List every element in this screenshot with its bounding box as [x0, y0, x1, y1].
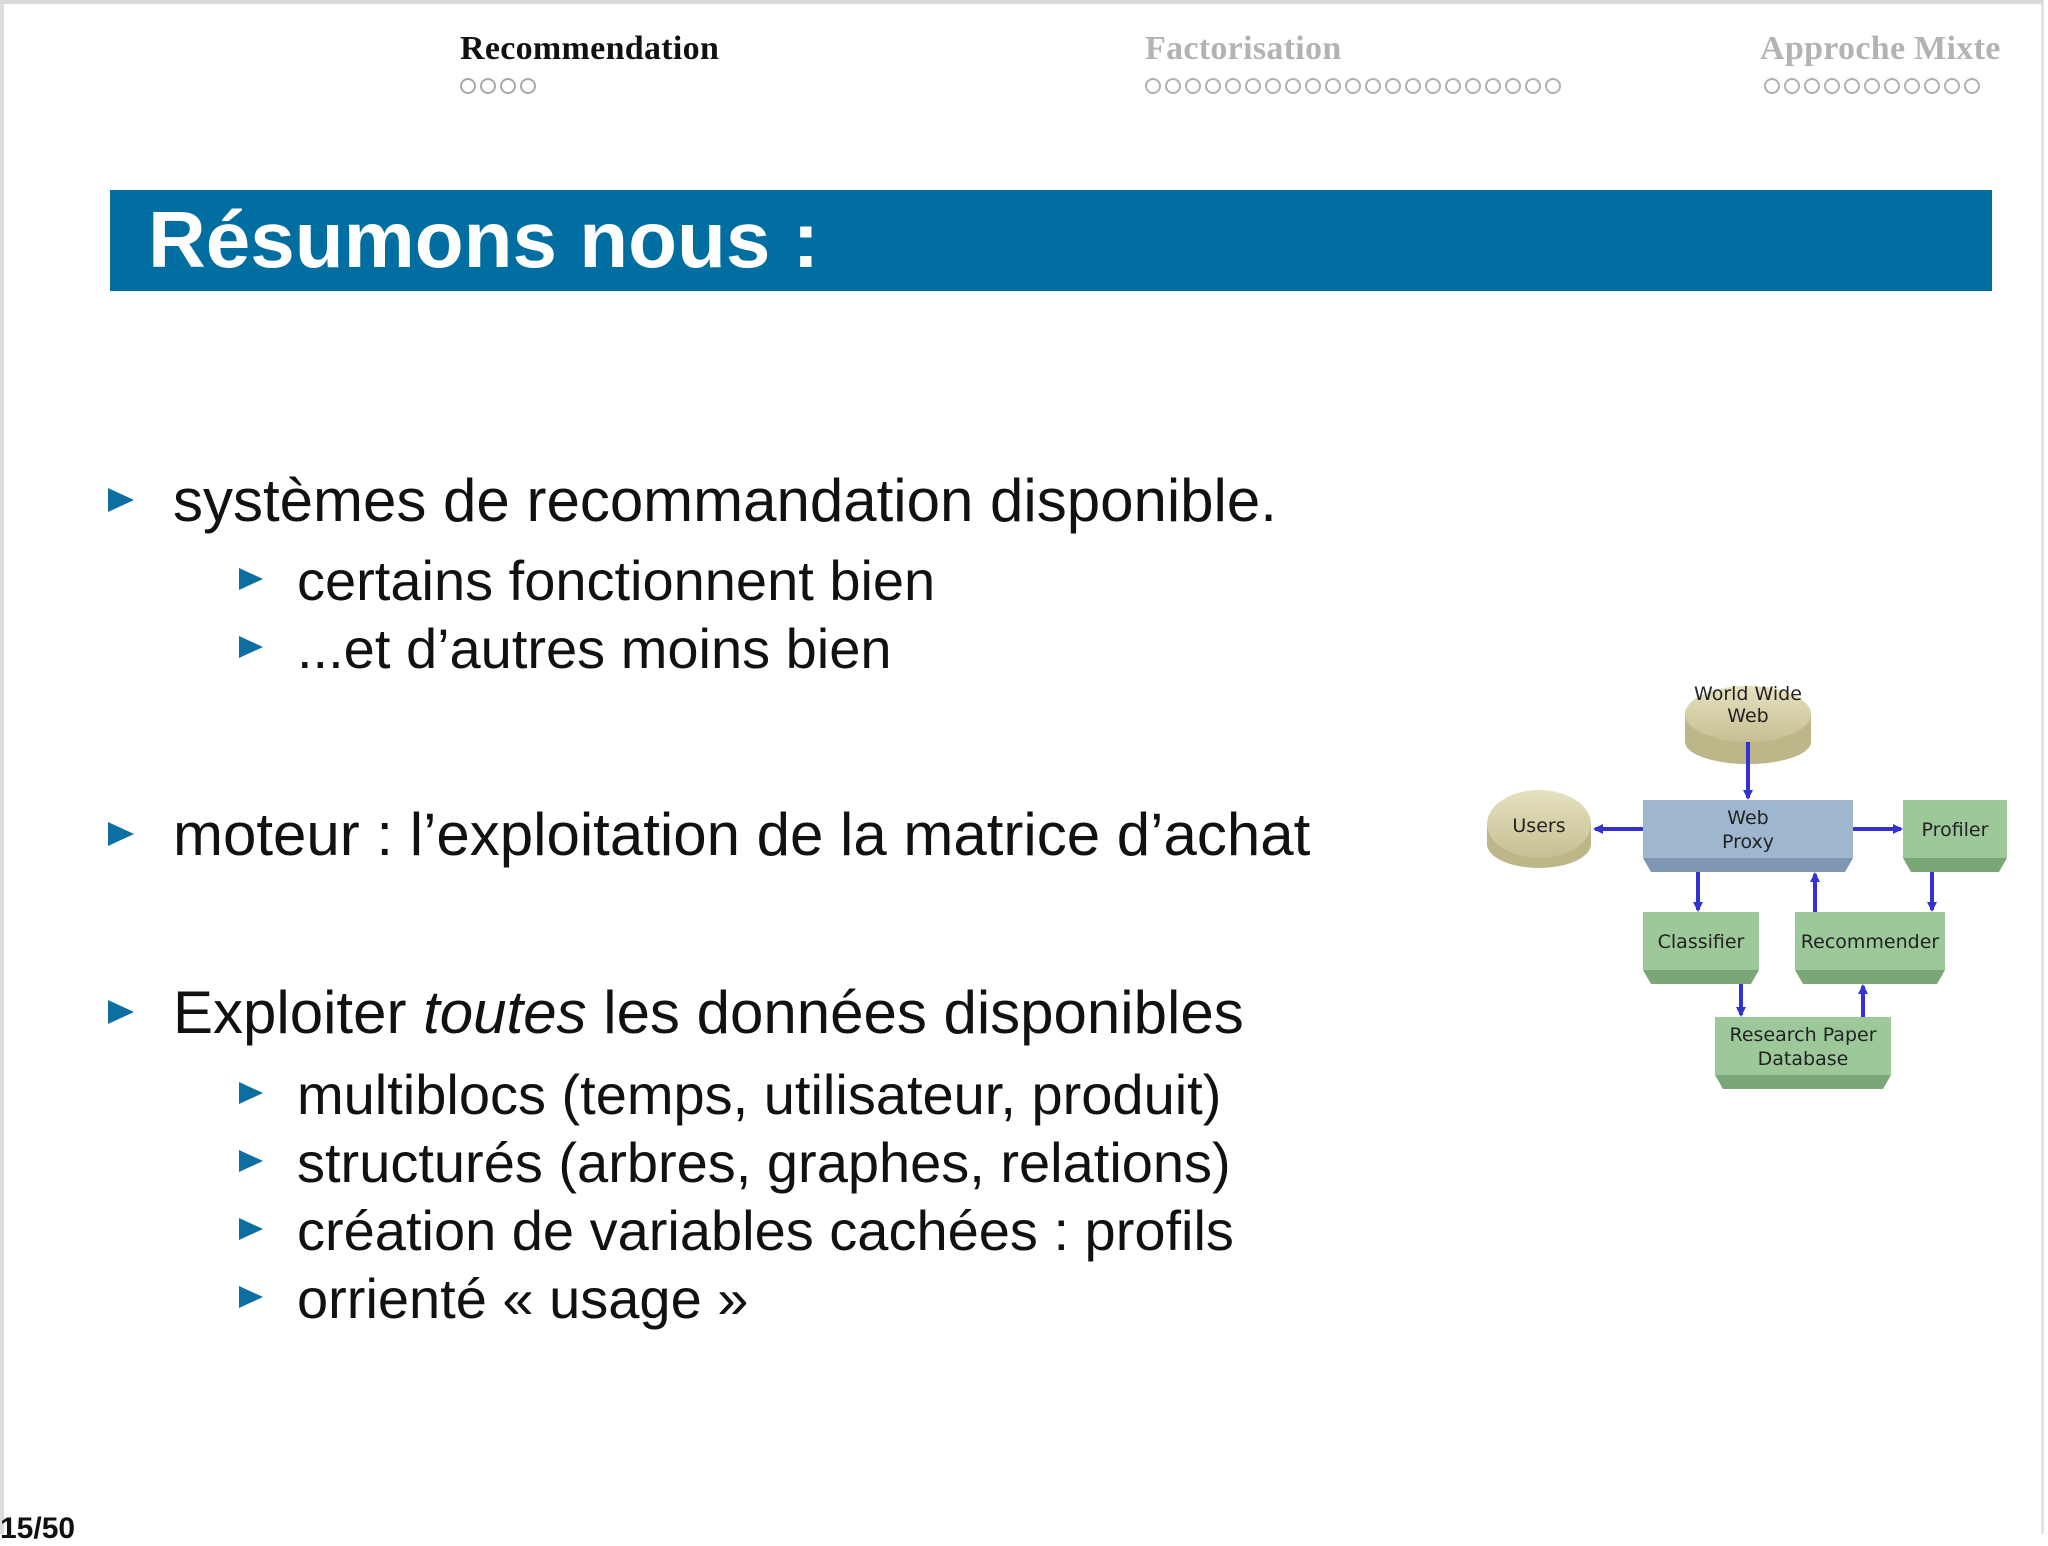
node-label: Proxy [1721, 831, 1775, 853]
nav-progress-dot[interactable] [1425, 78, 1441, 94]
nav-progress-dots [1145, 78, 1561, 94]
slide-title: Résumons nous : [148, 195, 820, 284]
node-label: Web [1727, 807, 1769, 829]
bullet-arrow-icon [239, 1218, 263, 1240]
node-label: Web [1727, 705, 1769, 727]
nav-progress-dot[interactable] [1465, 78, 1481, 94]
nav-progress-dot[interactable] [1405, 78, 1421, 94]
bullet-item [173, 978, 1244, 1047]
nav-progress-dots [460, 78, 719, 94]
node-web-proxy [1643, 800, 1853, 872]
bullet-item [173, 466, 1277, 535]
bullet-text: orrienté « usage » [297, 1267, 749, 1330]
nav-progress-dot[interactable] [1345, 78, 1361, 94]
nav-title[interactable]: Approche Mixte [1760, 30, 2001, 67]
node-profiler [1903, 800, 2007, 872]
nav-progress-dot[interactable] [1844, 78, 1860, 94]
nav-progress-dot[interactable] [1884, 78, 1900, 94]
bullet-text: certains fonctionnent bien [297, 549, 936, 612]
node-label: Research Paper [1729, 1024, 1877, 1046]
bullet-item [173, 800, 1310, 869]
nav-progress-dot[interactable] [460, 78, 476, 94]
nav-progress-dot[interactable] [1165, 78, 1181, 94]
nav-section-approche-mixte[interactable] [1760, 30, 2001, 94]
bullet-arrow-icon [239, 636, 263, 658]
sub-bullet-item [297, 616, 892, 681]
nav-progress-dot[interactable] [520, 78, 536, 94]
bullet-text: systèmes de recommandation disponible. [173, 467, 1277, 534]
nav-title[interactable]: Factorisation [1145, 30, 1342, 67]
sub-bullet-item [297, 1266, 748, 1331]
bullet-text: moteur : l’exploitation de la matrice d’achat [173, 801, 1311, 868]
nav-progress-dot[interactable] [1185, 78, 1201, 94]
nav-progress-dot[interactable] [1784, 78, 1800, 94]
node-label: Profiler [1921, 819, 1989, 841]
nav-section-recommendation[interactable] [460, 30, 719, 94]
nav-progress-dot[interactable] [1365, 78, 1381, 94]
bullet-arrow-icon [108, 1000, 134, 1024]
nav-progress-dot[interactable] [1824, 78, 1840, 94]
bullet-text: création de variables cachées : profils [297, 1199, 1234, 1262]
architecture-diagram [1475, 672, 2025, 1112]
nav-progress-dot[interactable] [1245, 78, 1261, 94]
nav-title[interactable]: Recommendation [460, 30, 720, 67]
nav-progress-dot[interactable] [1445, 78, 1461, 94]
node-recommender [1795, 912, 1945, 984]
nav-progress-dot[interactable] [1924, 78, 1940, 94]
page-number: 15/50 [0, 1512, 76, 1545]
bullet-arrow-icon [239, 1286, 263, 1308]
nav-progress-dot[interactable] [1505, 78, 1521, 94]
node-label: World Wide [1694, 683, 1802, 705]
sub-bullet-item [297, 1062, 1221, 1127]
nav-progress-dot[interactable] [1205, 78, 1221, 94]
nav-progress-dot[interactable] [1225, 78, 1241, 94]
node-classifier [1643, 912, 1759, 984]
node-label: Users [1512, 815, 1566, 837]
bullet-arrow-icon [108, 822, 134, 846]
bullet-arrow-icon [239, 1082, 263, 1104]
bullet-arrow-icon [108, 488, 134, 512]
nav-progress-dot[interactable] [1305, 78, 1321, 94]
nav-progress-dots [1764, 78, 2001, 94]
nav-progress-dot[interactable] [1904, 78, 1920, 94]
bullet-text: les données disponibles [586, 979, 1244, 1046]
node-research-paper-database [1715, 1017, 1891, 1089]
sub-bullet-item [297, 1198, 1234, 1263]
nav-progress-dot[interactable] [1545, 78, 1561, 94]
nav-progress-dot[interactable] [1525, 78, 1541, 94]
sub-bullet-item [297, 1130, 1231, 1195]
node-label: Database [1757, 1048, 1849, 1070]
nav-progress-dot[interactable] [1385, 78, 1401, 94]
bullet-emphasis: toutes [423, 979, 587, 1046]
slide-title-bar [110, 190, 1992, 291]
nav-progress-dot[interactable] [1325, 78, 1341, 94]
nav-progress-dot[interactable] [1764, 78, 1780, 94]
node-label: Recommender [1800, 931, 1940, 953]
nav-progress-dot[interactable] [1804, 78, 1820, 94]
nav-progress-dot[interactable] [480, 78, 496, 94]
nav-progress-dot[interactable] [1285, 78, 1301, 94]
bullet-text: multiblocs (temps, utilisateur, produit) [297, 1063, 1222, 1126]
nav-progress-dot[interactable] [1485, 78, 1501, 94]
nav-progress-dot[interactable] [1944, 78, 1960, 94]
nav-progress-dot[interactable] [1265, 78, 1281, 94]
bullet-text: Exploiter [173, 979, 424, 1046]
node-users [1487, 790, 1591, 868]
node-label: Classifier [1657, 931, 1745, 953]
sub-bullet-item [297, 548, 935, 613]
bullet-text: ...et d’autres moins bien [297, 617, 892, 680]
bullet-arrow-icon [239, 568, 263, 590]
nav-progress-dot[interactable] [1864, 78, 1880, 94]
nav-progress-dot[interactable] [1145, 78, 1161, 94]
bullet-arrow-icon [239, 1150, 263, 1172]
bullet-text: structurés (arbres, graphes, relations) [297, 1131, 1231, 1194]
nav-section-factorisation[interactable] [1145, 30, 1561, 94]
nav-progress-dot[interactable] [1964, 78, 1980, 94]
nav-progress-dot[interactable] [500, 78, 516, 94]
